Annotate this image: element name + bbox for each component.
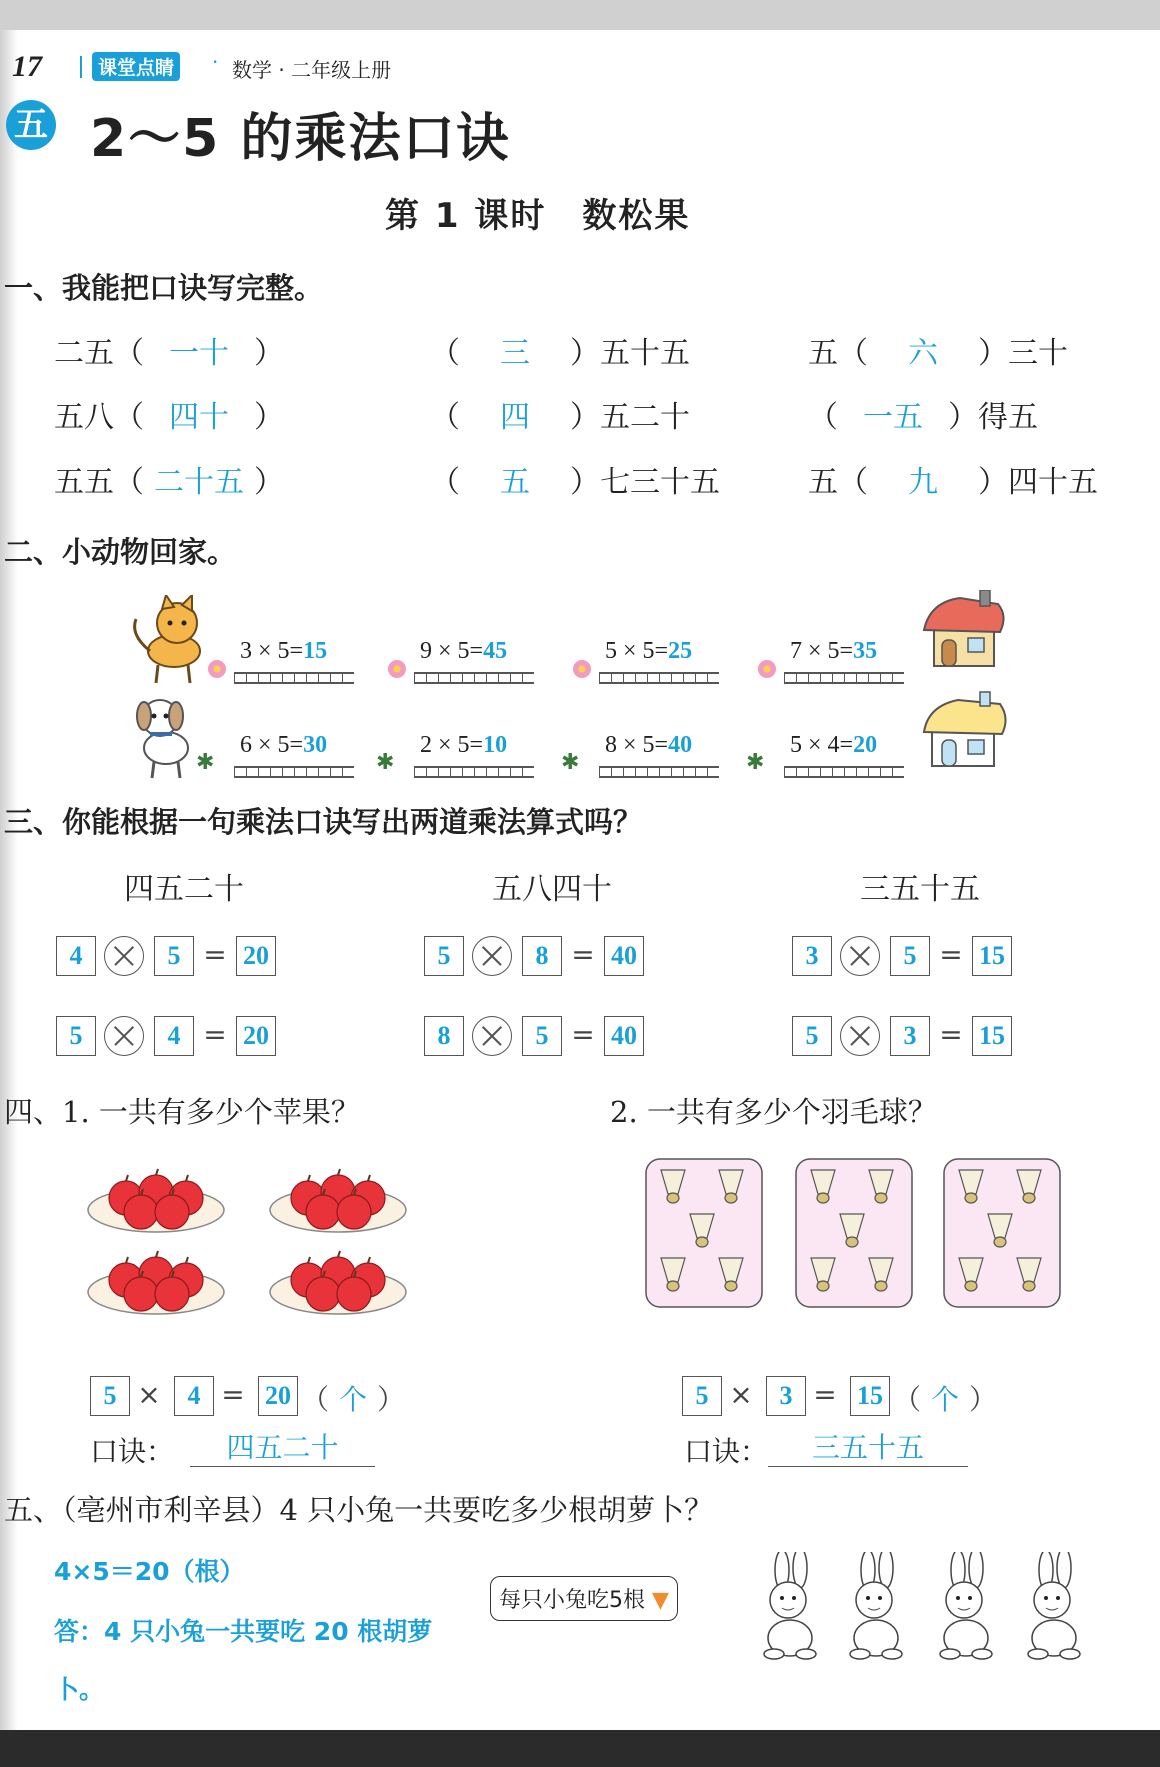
apple-plate — [86, 1240, 226, 1320]
answer-box: 3 — [792, 936, 832, 976]
left-paren: （ — [300, 1383, 329, 1416]
kou-label-apples: 口诀： — [90, 1435, 175, 1468]
answer-box: 5 — [792, 1016, 832, 1056]
grass-icon: ✱ — [196, 750, 215, 775]
number-ruler — [599, 672, 719, 684]
rhyme-blank-2-1 — [430, 457, 720, 501]
multiplication-equation — [240, 732, 327, 759]
kou-label-shuttles: 口诀： — [684, 1435, 769, 1468]
answer-box: 4 — [154, 1016, 194, 1056]
unit-answer: 个 — [930, 1383, 959, 1416]
rhyme-suffix: ） — [254, 400, 284, 435]
answer-box: 15 — [850, 1376, 890, 1416]
equation-question: 5 × 5= — [605, 638, 669, 664]
rhyme-prefix: （ — [430, 465, 460, 500]
rhyme-answer: 六 — [908, 336, 938, 371]
number-ruler — [414, 672, 534, 684]
rhyme-answer: 二十五 — [154, 465, 244, 500]
equation-question: 8 × 5= — [605, 732, 669, 758]
equation-answer: 20 — [853, 732, 878, 758]
rhyme-suffix: ）四十五 — [978, 465, 1098, 500]
multiplication-equation — [420, 732, 507, 759]
right-paren: ） — [968, 1383, 997, 1416]
rhyme-blank-1-0 — [54, 392, 284, 436]
flower-icon — [388, 660, 406, 678]
equals-sign: = — [571, 938, 595, 971]
rhyme-suffix: ）得五 — [948, 400, 1038, 435]
rhyme-answer: 五 — [500, 465, 530, 500]
left-paren: （ — [892, 1383, 921, 1416]
rhyme-label: 四五二十 — [124, 872, 244, 907]
rabbit-illustration — [834, 1552, 914, 1662]
rhyme-blank-0-0 — [54, 328, 284, 372]
operator-circle — [472, 1016, 512, 1056]
rhyme-label: 三五十五 — [860, 872, 980, 907]
operator-circle — [472, 936, 512, 976]
carrot-icon: ▼ — [652, 1588, 669, 1613]
answer-box: 40 — [604, 1016, 644, 1056]
section5-answer-line2: 答：4 只小兔一共要吃 20 根胡萝 — [54, 1617, 433, 1646]
flower-icon — [573, 660, 591, 678]
equation-answer: 45 — [483, 638, 508, 664]
operator-circle — [104, 1016, 144, 1056]
unit-answer: 个 — [338, 1383, 367, 1416]
equation-question: 3 × 5= — [240, 638, 304, 664]
shuttlecock-card — [795, 1158, 913, 1308]
yellow-roof-house-illustration — [920, 690, 1010, 770]
rhyme-suffix: ）七三十五 — [570, 465, 720, 500]
rhyme-prefix: 五八（ — [54, 400, 144, 435]
operator-circle — [840, 936, 880, 976]
equals-sign: = — [939, 1018, 963, 1051]
rhyme-suffix: ） — [254, 465, 284, 500]
top-bar — [0, 0, 1160, 30]
number-ruler — [414, 766, 534, 778]
rhyme-answer: 三 — [500, 336, 530, 371]
section2-heading: 二、小动物回家。 — [4, 535, 237, 569]
rhyme-suffix: ）五十五 — [570, 336, 690, 371]
section1-heading: 一、我能把口诀写完整。 — [4, 271, 324, 305]
number-ruler — [234, 672, 354, 684]
header-dot: · — [212, 50, 219, 74]
header-tag: 课堂点睛 — [92, 52, 180, 81]
grass-icon: ✱ — [746, 750, 765, 775]
rhyme-suffix: ） — [254, 336, 284, 371]
times-sign: × — [137, 1378, 161, 1411]
answer-box: 5 — [56, 1016, 96, 1056]
equation-answer: 25 — [668, 638, 693, 664]
rhyme-prefix: （ — [430, 336, 460, 371]
header-subtitle: 数学 · 二年级上册 — [232, 58, 392, 82]
answer-box: 20 — [258, 1376, 298, 1416]
apple-plate — [268, 1158, 408, 1238]
equation-answer: 35 — [853, 638, 878, 664]
rhyme-blank-0-1 — [430, 328, 690, 372]
rhyme-prefix: 五五（ — [54, 465, 144, 500]
answer-box: 5 — [90, 1376, 130, 1416]
section4-heading: 四、1. 一共有多少个苹果？ — [4, 1095, 360, 1129]
multiplication-equation — [605, 732, 692, 759]
answer-box: 4 — [56, 936, 96, 976]
equation-answer: 40 — [668, 732, 693, 758]
number-ruler — [599, 766, 719, 778]
speech-bubble — [490, 1576, 678, 1621]
unit-title: 2～5 的乘法口诀 — [90, 109, 511, 169]
equals-sign: = — [813, 1378, 837, 1411]
equation-question: 2 × 5= — [420, 732, 484, 758]
rhyme-blank-2-0 — [54, 457, 284, 501]
apple-plate — [268, 1240, 408, 1320]
rhyme-prefix: （ — [430, 400, 460, 435]
answer-box: 5 — [682, 1376, 722, 1416]
rhyme-blank-1-1 — [430, 392, 690, 436]
kou-answer-apples: 四五二十 — [190, 1426, 375, 1467]
multiplication-equation — [790, 732, 877, 759]
answer-box: 5 — [890, 936, 930, 976]
rhyme-prefix: （ — [808, 400, 838, 435]
workbook-page — [0, 30, 1160, 1730]
rhyme-answer: 四十 — [169, 400, 229, 435]
rabbit-illustration — [748, 1552, 828, 1662]
speech-bubble-text: 每只小兔吃5根 — [499, 1588, 645, 1613]
section3-heading: 三、你能根据一句乘法口诀写出两道乘法算式吗？ — [4, 805, 643, 839]
rhyme-prefix: 二五（ — [54, 336, 144, 371]
rhyme-suffix: ）五二十 — [570, 400, 690, 435]
number-ruler — [784, 766, 904, 778]
red-roof-house-illustration — [920, 590, 1010, 670]
equation-question: 9 × 5= — [420, 638, 484, 664]
equals-sign: = — [221, 1378, 245, 1411]
answer-box: 15 — [972, 936, 1012, 976]
unit-badge: 五 — [6, 100, 56, 150]
rhyme-answer: 九 — [908, 465, 938, 500]
kou-answer-shuttles: 三五十五 — [768, 1426, 968, 1467]
header-divider — [80, 56, 82, 78]
answer-box: 5 — [424, 936, 464, 976]
right-paren: ） — [376, 1383, 405, 1416]
equation-answer: 10 — [483, 732, 508, 758]
rhyme-answer: 一十 — [169, 336, 229, 371]
flower-icon — [208, 660, 226, 678]
answer-box: 8 — [522, 936, 562, 976]
grass-icon: ✱ — [561, 750, 580, 775]
equation-answer: 15 — [303, 638, 328, 664]
operator-circle — [104, 936, 144, 976]
rhyme-label: 五八四十 — [492, 872, 612, 907]
answer-box: 5 — [522, 1016, 562, 1056]
number-ruler — [784, 672, 904, 684]
shuttlecock-card — [943, 1158, 1061, 1308]
shuttlecock-card — [645, 1158, 763, 1308]
rhyme-answer: 四 — [500, 400, 530, 435]
section5-heading: 五、（亳州市利辛县）4 只小兔一共要吃多少根胡萝卜？ — [4, 1493, 714, 1527]
rhyme-prefix: 五（ — [808, 465, 868, 500]
equals-sign: = — [571, 1018, 595, 1051]
rhyme-blank-2-2 — [808, 457, 1098, 501]
equals-sign: = — [939, 938, 963, 971]
rhyme-answer: 一五 — [863, 400, 923, 435]
operator-circle — [840, 1016, 880, 1056]
multiplication-equation — [240, 638, 327, 665]
rhyme-blank-0-2 — [808, 328, 1068, 372]
multiplication-equation — [790, 638, 877, 665]
rabbit-illustration — [924, 1552, 1004, 1662]
equation-question: 5 × 4= — [790, 732, 854, 758]
rhyme-blank-1-2 — [808, 392, 1038, 436]
rabbit-illustration — [1012, 1552, 1092, 1662]
cat-illustration — [122, 595, 212, 685]
page-number: 17 — [12, 50, 42, 83]
grass-icon: ✱ — [376, 750, 395, 775]
flower-icon — [758, 660, 776, 678]
answer-box: 8 — [424, 1016, 464, 1056]
answer-box: 20 — [236, 1016, 276, 1056]
equation-answer: 30 — [303, 732, 328, 758]
answer-box: 5 — [154, 936, 194, 976]
multiplication-equation — [420, 638, 507, 665]
answer-box: 3 — [766, 1376, 806, 1416]
equation-question: 6 × 5= — [240, 732, 304, 758]
equation-question: 7 × 5= — [790, 638, 854, 664]
section5-answer-line1: 4×5＝20（根） — [54, 1557, 245, 1586]
number-ruler — [234, 766, 354, 778]
multiplication-equation — [605, 638, 692, 665]
times-sign: × — [729, 1378, 753, 1411]
answer-box: 20 — [236, 936, 276, 976]
lesson-title: 第 1 课时 数松果 — [385, 196, 691, 236]
equals-sign: = — [203, 938, 227, 971]
answer-box: 4 — [174, 1376, 214, 1416]
apple-plate — [86, 1158, 226, 1238]
answer-box: 3 — [890, 1016, 930, 1056]
section5-answer-line3: 卜。 — [54, 1675, 105, 1704]
section4-q2: 2. 一共有多少个羽毛球？ — [610, 1095, 937, 1129]
equals-sign: = — [203, 1018, 227, 1051]
answer-box: 15 — [972, 1016, 1012, 1056]
rhyme-prefix: 五（ — [808, 336, 868, 371]
answer-box: 40 — [604, 936, 644, 976]
rhyme-suffix: ）三十 — [978, 336, 1068, 371]
